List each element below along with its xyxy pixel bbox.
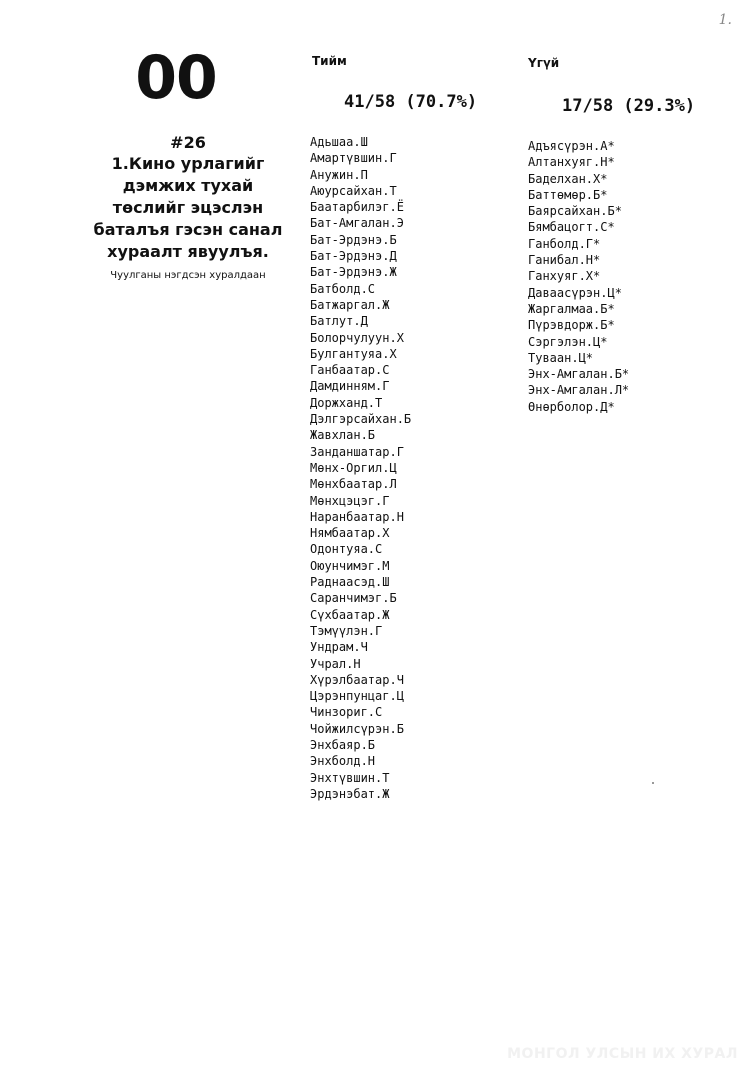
no-voter: Баделхан.Х* bbox=[528, 171, 608, 186]
yes-voter: Наранбаатар.Н bbox=[310, 509, 404, 524]
no-voter: Баттөмөр.Б* bbox=[528, 187, 608, 202]
item-title: 1.Кино урлагийг дэмжих тухай төслийг эцэслэн баталъя гэсэн санал хураалт явуулъя. bbox=[93, 154, 283, 261]
no-heading: Үгүй bbox=[528, 56, 560, 70]
yes-voter: Оюунчимэг.М bbox=[310, 558, 390, 573]
yes-voter: Нямбаатар.Х bbox=[310, 526, 390, 541]
scan-speck bbox=[652, 782, 654, 784]
yes-voter: Раднаасэд.Ш bbox=[310, 575, 390, 590]
yes-voter: Эрдэнэбат.Ж bbox=[310, 786, 390, 801]
yes-voter: Батболд.С bbox=[310, 281, 376, 296]
yes-voter: Саранчимэг.Б bbox=[310, 591, 397, 606]
yes-voter: Ундрам.Ч bbox=[310, 640, 368, 655]
yes-voter: Чойжилсүрэн.Б bbox=[310, 721, 404, 736]
vote-number: 00 bbox=[135, 43, 217, 113]
yes-voter: Учрал.Н bbox=[310, 656, 361, 671]
yes-voter: Аюурсайхан.Т bbox=[310, 183, 397, 198]
yes-voter: Бат-Эрдэнэ.Б bbox=[310, 232, 397, 247]
yes-voter: Мөнхбаатар.Л bbox=[310, 477, 397, 492]
item-number: #26 bbox=[170, 133, 206, 152]
yes-voter: Мөнхцэцэг.Г bbox=[310, 493, 390, 508]
no-voter: Ганибал.Н* bbox=[528, 253, 601, 268]
no-voter: Даваасүрэн.Ц* bbox=[528, 285, 622, 300]
yes-voter: Ганбаатар.С bbox=[310, 363, 390, 378]
no-voter: Энх-Амгалан.Л* bbox=[528, 383, 630, 398]
yes-voter: Болорчулуун.Х bbox=[310, 330, 404, 345]
yes-voter: Хүрэлбаатар.Ч bbox=[310, 672, 404, 687]
no-voter: Адъясүрэн.А* bbox=[528, 139, 615, 153]
yes-voter: Тэмүүлэн.Г bbox=[310, 623, 383, 638]
yes-voter: Батжаргал.Ж bbox=[310, 297, 390, 312]
yes-voter: Одонтуяа.С bbox=[310, 542, 383, 557]
no-voter: Пүрэвдорж.Б* bbox=[528, 318, 615, 333]
no-voter: Сэргэлэн.Ц* bbox=[528, 334, 608, 349]
yes-voter: Чинзориг.С bbox=[310, 705, 383, 720]
yes-voter: Баатарбилэг.Ё bbox=[310, 200, 404, 215]
yes-voter: Доржханд.Т bbox=[310, 395, 383, 410]
yes-voter: Дэлгэрсайхан.Б bbox=[310, 412, 412, 427]
yes-voter: Жавхлан.Б bbox=[310, 428, 376, 443]
no-voter: Жаргалмаа.Б* bbox=[528, 301, 615, 316]
no-voter: Ганболд.Г* bbox=[528, 236, 601, 251]
yes-voter: Бат-Эрдэнэ.Д bbox=[310, 249, 397, 264]
parliament-watermark: МОНГОЛ УЛСЫН ИХ ХУРАЛ bbox=[507, 1046, 738, 1062]
no-voter: Ганхуяг.Х* bbox=[528, 269, 601, 284]
yes-voter: Булгантуяа.Х bbox=[310, 346, 397, 361]
no-voter: Туваан.Ц* bbox=[528, 350, 594, 365]
session-name: Чуулганы нэгдсэн хуралдаан bbox=[110, 270, 266, 281]
yes-tally: 41/58 (70.7%) bbox=[344, 92, 478, 112]
yes-heading: Тийм bbox=[312, 54, 347, 68]
no-voter: Баярсайхан.Б* bbox=[528, 204, 622, 219]
yes-voter: Адьшаа.Ш bbox=[310, 135, 368, 149]
yes-voter: Энхбаяр.Б bbox=[310, 737, 376, 752]
yes-voter: Бат-Амгалан.Э bbox=[310, 216, 404, 231]
yes-voter: Мөнх-Оргил.Ц bbox=[310, 460, 397, 475]
yes-voter: Цэрэнпунцаг.Ц bbox=[310, 689, 404, 704]
yes-voter: Энхболд.Н bbox=[310, 754, 376, 769]
no-voter: Өнөрболор.Д* bbox=[528, 399, 615, 414]
no-voters-list bbox=[528, 138, 629, 415]
yes-voter: Амартүвшин.Г bbox=[310, 151, 397, 166]
yes-voters-list bbox=[310, 134, 411, 802]
yes-voter: Энхтүвшин.Т bbox=[310, 770, 390, 785]
yes-voter: Бат-Эрдэнэ.Ж bbox=[310, 265, 397, 280]
yes-voter: Занданшатар.Г bbox=[310, 444, 404, 459]
agenda-item bbox=[88, 132, 288, 283]
yes-voter: Сүхбаатар.Ж bbox=[310, 607, 390, 622]
no-voter: Энх-Амгалан.Б* bbox=[528, 367, 630, 382]
no-tally: 17/58 (29.3%) bbox=[562, 96, 696, 116]
corner-mark: 1. bbox=[718, 12, 732, 28]
yes-voter: Батлут.Д bbox=[310, 314, 368, 329]
yes-voter: Дамдинням.Г bbox=[310, 379, 390, 394]
no-voter: Алтанхуяг.Н* bbox=[528, 155, 615, 170]
yes-voter: Анужин.П bbox=[310, 167, 368, 182]
no-voter: Бямбацогт.С* bbox=[528, 220, 615, 235]
